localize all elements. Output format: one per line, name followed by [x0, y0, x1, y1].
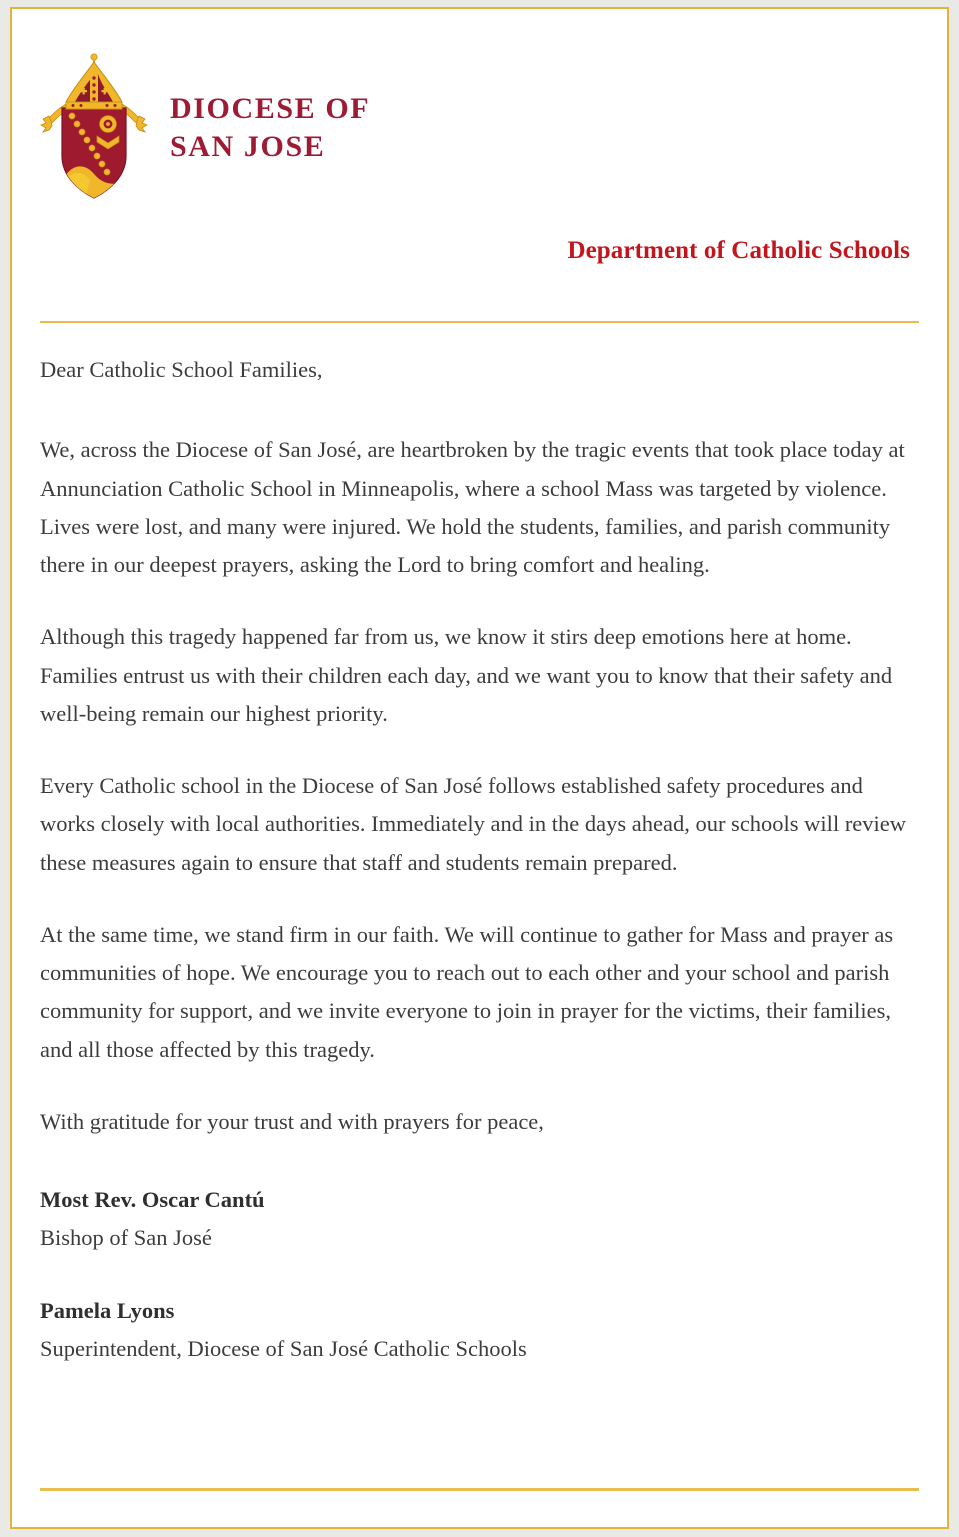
paragraph-4: At the same time, we stand firm in our faith. We will continue to gather for Mass and prayer as communities of hope. We encourage you to reach out to each other and your school and parish community for support, and we invite everyone to join in prayer for the victims, their families, and all those affected by this tragedy.: [40, 921, 894, 1062]
signer-role: Bishop of San José: [40, 1225, 212, 1251]
letter-page: [10, 7, 949, 1529]
paragraph-3: Every Catholic school in the Diocese of San José follows established safety procedures and works closely with local authorities. Immediately and in the days ahead, our schools will review these measures again to ensure that staff and students remain prepared.: [40, 773, 907, 875]
signature-block-superintendent: [40, 1292, 919, 1369]
letterhead: [12, 9, 947, 299]
diocese-crest-icon: [40, 52, 148, 200]
signer-role: Superintendent, Diocese of San José Catholic Schools: [40, 1335, 527, 1361]
department-title-row: [40, 237, 919, 265]
signer-name: Pamela Lyons: [40, 1297, 175, 1323]
department-title: Department of Catholic Schools: [567, 237, 910, 264]
brand-lockup: [40, 31, 919, 221]
paragraph-1: We, across the Diocese of San José, are heartbroken by the tragic events that took place today at Annunciation Catholic School in Minneapolis, where a school Mass was targeted by violence. Lives were lost, and many were injured. We hold the students, families, and parish community there in our deepest prayers, asking the Lord to bring comfort and healing.: [40, 437, 905, 577]
brand-wordmark: [170, 90, 370, 166]
wordmark-line-1: DIOCESE OF: [170, 92, 371, 126]
signature-block-bishop: [40, 1181, 919, 1258]
closing-line: With gratitude for your trust and with prayers for peace,: [40, 1108, 544, 1134]
paragraph-2: Although this tragedy happened far from us, we know it stirs deep emotions here at home. Families entrust us with their children each day, and we want you to know that their safety and well-being remain our highest priority.: [40, 624, 893, 726]
signer-name: Most Rev. Oscar Cantú: [40, 1187, 265, 1212]
letter-body: [12, 323, 947, 1368]
footer-divider: [40, 1488, 919, 1491]
salutation: Dear Catholic School Families,: [40, 357, 323, 382]
wordmark-line-2: SAN JOSE: [170, 130, 326, 163]
